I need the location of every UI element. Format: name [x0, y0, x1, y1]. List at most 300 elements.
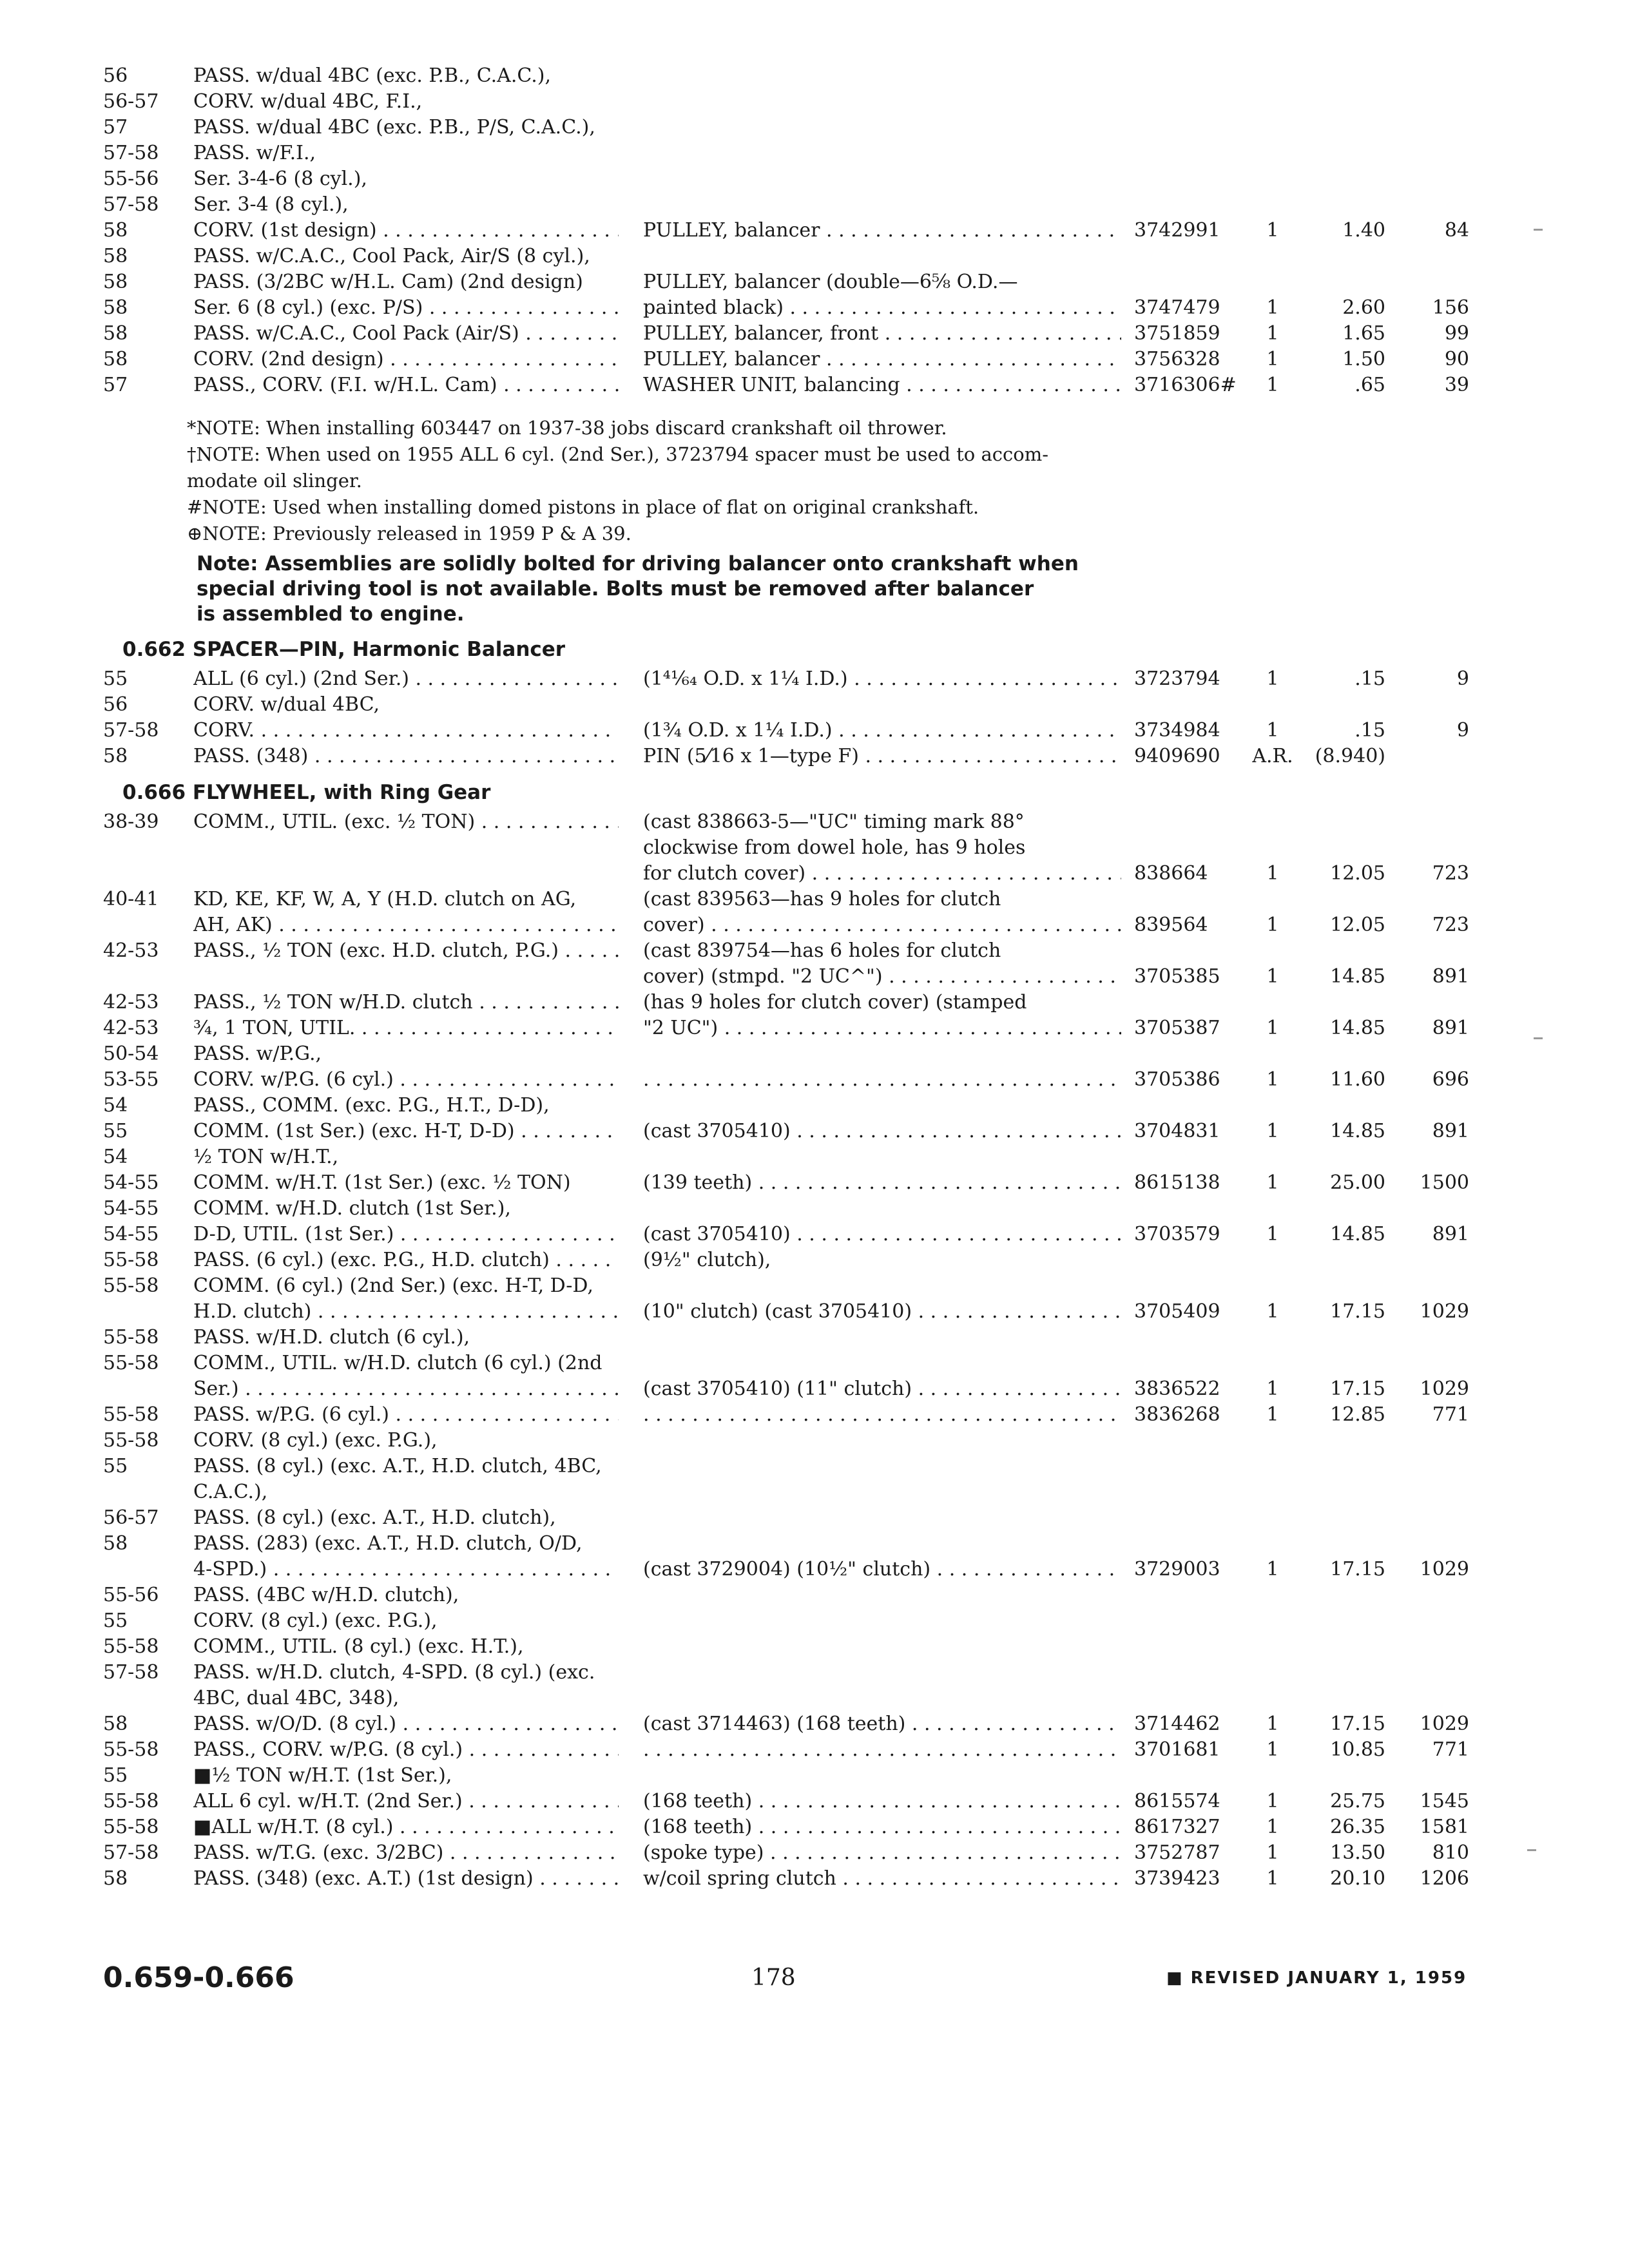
quantity: 1 [1266, 862, 1279, 885]
part-number: 3703579 [1134, 1223, 1220, 1245]
part-row [103, 1557, 1508, 1582]
year-range: 50-54 [103, 1043, 159, 1065]
quantity: 1 [1266, 1738, 1279, 1761]
description: "2 UC") . . . [643, 1015, 1121, 1041]
application: PASS., COMM. (exc. P.G., H.T., D-D), [193, 1094, 550, 1117]
part-row [103, 1170, 1508, 1196]
year-range: 53-55 [103, 1068, 159, 1091]
application: 4BC, dual 4BC, 348), [193, 1687, 400, 1709]
application: ¾, 1 TON, UTIL. . . . [193, 1015, 619, 1041]
list-price: 1029 [1420, 1558, 1469, 1581]
part-row [103, 1686, 1508, 1711]
year-range: 57 [103, 116, 128, 139]
part-row [103, 63, 1508, 89]
application: PASS. (4BC w/H.D. clutch), [193, 1584, 459, 1606]
year-range: 58 [103, 245, 128, 267]
year-range: 55-58 [103, 1790, 159, 1812]
application: COMM., UTIL. (8 cyl.) (exc. H.T.), [193, 1635, 524, 1658]
year-range: 54-55 [103, 1197, 159, 1220]
part-number: 8615574 [1134, 1790, 1220, 1812]
price: 17.15 [1330, 1378, 1385, 1400]
description: cover) . . . [643, 912, 1121, 938]
part-number: 3742991 [1134, 219, 1220, 242]
list-price: 891 [1432, 1223, 1469, 1245]
part-row [103, 115, 1508, 140]
year-range: 55 [103, 1455, 128, 1477]
application: ■½ TON w/H.T. (1st Ser.), [193, 1764, 452, 1787]
year-range: 54-55 [103, 1171, 159, 1194]
part-row [103, 321, 1508, 347]
application: PASS. w/P.G. (6 cyl.) . . . [193, 1402, 619, 1428]
part-number: 3704831 [1134, 1120, 1220, 1142]
part-row [103, 1093, 1508, 1119]
price: 14.85 [1330, 1223, 1385, 1245]
year-range: 55-58 [103, 1403, 159, 1426]
price: 17.15 [1330, 1713, 1385, 1735]
part-row [103, 1144, 1508, 1170]
description: (cast 3705410) . . . [643, 1222, 1121, 1247]
application: PASS., ½ TON w/H.D. clutch . . . [193, 990, 619, 1015]
year-range: 58 [103, 1532, 128, 1555]
quantity: 1 [1266, 1223, 1279, 1245]
list-price: 9 [1456, 668, 1469, 690]
part-row [103, 269, 1508, 295]
part-row [103, 666, 1508, 692]
description [643, 1402, 1121, 1428]
year-range: 42-53 [103, 991, 159, 1014]
description: (1⁴¹⁄₆₄ O.D. x 1¼ I.D.) . . . [643, 666, 1121, 692]
description: (168 teeth) . . . [643, 1814, 1121, 1840]
part-number: 3705386 [1134, 1068, 1220, 1091]
part-row [103, 964, 1508, 990]
part-row [103, 1866, 1508, 1892]
part-row [103, 295, 1508, 321]
application: PASS. w/H.D. clutch (6 cyl.), [193, 1326, 470, 1349]
price: .65 [1354, 374, 1385, 396]
application: PASS. w/C.A.C., Cool Pack (Air/S) . . . [193, 321, 619, 347]
application: CORV. w/dual 4BC, [193, 693, 380, 716]
application: COMM., UTIL. (exc. ½ TON) . . . [193, 809, 619, 835]
price: 12.05 [1330, 914, 1385, 936]
section-range: 0.659-0.666 [103, 1961, 294, 1994]
list-price: 891 [1432, 1017, 1469, 1039]
quantity: 1 [1266, 965, 1279, 988]
part-row [103, 990, 1508, 1015]
note-line: #NOTE: Used when installing domed pistons in place of flat on original crankshaft. [187, 496, 979, 518]
quantity: 1 [1266, 1171, 1279, 1194]
price: 14.85 [1330, 1120, 1385, 1142]
price: 14.85 [1330, 965, 1385, 988]
part-number: 838664 [1134, 862, 1208, 885]
part-row [103, 718, 1508, 744]
part-number: 3705387 [1134, 1017, 1220, 1039]
part-number: 8615138 [1134, 1171, 1220, 1194]
bold-note-line: special driving tool is not available. Bolts must be removed after balancer [197, 577, 1034, 601]
list-price: 891 [1432, 965, 1469, 988]
list-price: 1029 [1420, 1378, 1469, 1400]
part-row [103, 861, 1508, 887]
page-number: 178 [751, 1965, 796, 1991]
part-row [103, 1273, 1508, 1299]
part-row [103, 1041, 1508, 1067]
part-row [103, 1119, 1508, 1144]
application: CORV. (8 cyl.) (exc. P.G.), [193, 1610, 438, 1632]
list-price: 696 [1432, 1068, 1469, 1091]
list-price: 1029 [1420, 1300, 1469, 1323]
part-row [103, 1479, 1508, 1505]
application: PASS., ½ TON (exc. H.D. clutch, P.G.) . . . [193, 938, 619, 964]
description: (cast 838663-5—"UC" timing mark 88° [643, 811, 1025, 833]
quantity: 1 [1266, 1790, 1279, 1812]
description [643, 1737, 1121, 1763]
part-row [103, 1350, 1508, 1376]
application: PASS., CORV. (F.I. w/H.L. Cam) . . . [193, 372, 619, 398]
list-price: 1029 [1420, 1713, 1469, 1735]
description: PULLEY, balancer (double—6⅝ O.D.— [643, 271, 1018, 293]
part-number: 3836268 [1134, 1403, 1220, 1426]
part-row [103, 1711, 1508, 1737]
year-range: 55 [103, 668, 128, 690]
price: 12.05 [1330, 862, 1385, 885]
part-row [103, 1299, 1508, 1325]
quantity: 1 [1266, 1017, 1279, 1039]
year-range: 55 [103, 1610, 128, 1632]
application: COMM. w/H.T. (1st Ser.) (exc. ½ TON) [193, 1171, 571, 1194]
year-range: 42-53 [103, 1017, 159, 1039]
description: cover) (stmpd. "2 UC^") . . . [643, 964, 1121, 990]
application: COMM., UTIL. w/H.D. clutch (6 cyl.) (2nd [193, 1352, 602, 1374]
part-row [103, 372, 1508, 398]
year-range: 55-58 [103, 1326, 159, 1349]
quantity: 1 [1266, 1068, 1279, 1091]
description: (cast 839754—has 6 holes for clutch [643, 939, 1001, 962]
price: 1.50 [1342, 348, 1385, 370]
quantity: 1 [1266, 219, 1279, 242]
description: PIN (5⁄16 x 1—type F) . . . [643, 744, 1121, 769]
part-row [103, 887, 1508, 912]
part-row [103, 912, 1508, 938]
application: KD, KE, KF, W, A, Y (H.D. clutch on AG, [193, 888, 577, 910]
quantity: 1 [1266, 914, 1279, 936]
application: Ser. 6 (8 cyl.) (exc. P/S) . . . [193, 295, 619, 321]
part-number: 8617327 [1134, 1816, 1220, 1838]
part-row [103, 692, 1508, 718]
application: CORV. w/dual 4BC, F.I., [193, 90, 423, 113]
part-number: 3747479 [1134, 296, 1220, 319]
list-price: 891 [1432, 1120, 1469, 1142]
part-row [103, 1531, 1508, 1557]
quantity: 1 [1266, 1403, 1279, 1426]
price: (8.940) [1315, 745, 1385, 767]
price: 25.00 [1330, 1171, 1385, 1194]
list-price: 723 [1432, 914, 1469, 936]
year-range: 57-58 [103, 193, 159, 216]
year-range: 57-58 [103, 142, 159, 164]
part-number: 9409690 [1134, 745, 1220, 767]
description: painted black) . . . [643, 295, 1121, 321]
application: PASS. (8 cyl.) (exc. A.T., H.D. clutch), [193, 1506, 556, 1529]
list-price: 1581 [1420, 1816, 1469, 1838]
quantity: 1 [1266, 1558, 1279, 1581]
part-row [103, 1196, 1508, 1222]
note-line: modate oil slinger. [187, 470, 362, 492]
description: WASHER UNIT, balancing . . . [643, 372, 1121, 398]
description: (10" clutch) (cast 3705410) . . . [643, 1299, 1121, 1325]
application: C.A.C.), [193, 1481, 268, 1503]
part-row [103, 1660, 1508, 1686]
part-row [103, 1608, 1508, 1634]
application: PASS., CORV. w/P.G. (8 cyl.) . . . [193, 1737, 619, 1763]
description: PULLEY, balancer . . . [643, 347, 1121, 372]
quantity: 1 [1266, 1816, 1279, 1838]
year-range: 58 [103, 1867, 128, 1890]
quantity: 1 [1266, 1378, 1279, 1400]
application: PASS. (6 cyl.) (exc. P.G., H.D. clutch) . . . [193, 1247, 619, 1273]
year-range: 38-39 [103, 811, 159, 833]
application: PASS. w/F.I., [193, 142, 316, 164]
year-range: 56 [103, 693, 128, 716]
part-row [103, 1582, 1508, 1608]
application: CORV. (2nd design) . . . [193, 347, 619, 372]
list-price: 90 [1444, 348, 1469, 370]
description: (cast 3729004) (10½" clutch) . . . [643, 1557, 1121, 1582]
year-range: 55-58 [103, 1816, 159, 1838]
description: PULLEY, balancer . . . [643, 218, 1121, 244]
part-row [103, 1505, 1508, 1531]
application: PASS. w/T.G. (exc. 3/2BC) . . . [193, 1840, 619, 1866]
quantity: 1 [1266, 668, 1279, 690]
application: COMM. w/H.D. clutch (1st Ser.), [193, 1197, 511, 1220]
year-range: 57-58 [103, 1661, 159, 1684]
description: (139 teeth) . . . [643, 1170, 1121, 1196]
price: 13.50 [1330, 1841, 1385, 1864]
part-number: 3734984 [1134, 719, 1220, 742]
description: PULLEY, balancer, front . . . [643, 321, 1121, 347]
list-price: 84 [1444, 219, 1469, 242]
year-range: 56-57 [103, 90, 159, 113]
description: (cast 3705410) . . . [643, 1119, 1121, 1144]
price: 12.85 [1330, 1403, 1385, 1426]
year-range: 56 [103, 64, 128, 87]
margin-mark [1534, 229, 1543, 231]
description: (1¾ O.D. x 1¼ I.D.) . . . [643, 718, 1121, 744]
part-row [103, 244, 1508, 269]
part-number: 3716306# [1134, 374, 1237, 396]
part-number: 3756328 [1134, 348, 1220, 370]
part-row [103, 1454, 1508, 1479]
quantity: 1 [1266, 1867, 1279, 1890]
application: D-D, UTIL. (1st Ser.) . . . [193, 1222, 619, 1247]
price: 10.85 [1330, 1738, 1385, 1761]
price: 14.85 [1330, 1017, 1385, 1039]
price: 17.15 [1330, 1558, 1385, 1581]
part-number: 3714462 [1134, 1713, 1220, 1735]
year-range: 42-53 [103, 939, 159, 962]
application: COMM. (6 cyl.) (2nd Ser.) (exc. H-T, D-D, [193, 1274, 593, 1297]
year-range: 57 [103, 374, 128, 396]
year-range: 58 [103, 348, 128, 370]
list-price: 99 [1444, 322, 1469, 345]
application: PASS. (283) (exc. A.T., H.D. clutch, O/D, [193, 1532, 583, 1555]
part-number: 3739423 [1134, 1867, 1220, 1890]
year-range: 58 [103, 1713, 128, 1735]
part-row [103, 744, 1508, 769]
year-range: 58 [103, 296, 128, 319]
part-number: 3752787 [1134, 1841, 1220, 1864]
application: PASS. (348) (exc. A.T.) (1st design) . . . [193, 1866, 619, 1892]
margin-mark [1534, 1037, 1543, 1039]
price: 1.65 [1342, 322, 1385, 345]
note-line: *NOTE: When installing 603447 on 1937-38 jobs discard crankshaft oil thrower. [187, 417, 947, 439]
description: (9½" clutch), [643, 1249, 771, 1271]
year-range: 55-58 [103, 1738, 159, 1761]
list-price: 1545 [1420, 1790, 1469, 1812]
application: PASS. w/dual 4BC (exc. P.B., C.A.C.), [193, 64, 552, 87]
part-number: 3701681 [1134, 1738, 1220, 1761]
part-row [103, 1015, 1508, 1041]
description: w/coil spring clutch . . . [643, 1866, 1121, 1892]
application: PASS. w/H.D. clutch, 4-SPD. (8 cyl.) (exc. [193, 1661, 595, 1684]
description [643, 1067, 1121, 1093]
part-number: 3705409 [1134, 1300, 1220, 1323]
application: 4-SPD.) . . . [193, 1557, 619, 1582]
year-range: 55 [103, 1764, 128, 1787]
list-price: 1206 [1420, 1867, 1469, 1890]
year-range: 55-56 [103, 1584, 159, 1606]
bold-note-line: Note: Assemblies are solidly bolted for driving balancer onto crankshaft when [197, 552, 1079, 575]
application: CORV. w/P.G. (6 cyl.) . . . [193, 1067, 619, 1093]
price: 2.60 [1342, 296, 1385, 319]
year-range: 58 [103, 322, 128, 345]
part-row [103, 1814, 1508, 1840]
year-range: 55-58 [103, 1429, 159, 1452]
part-number: 3723794 [1134, 668, 1220, 690]
application: ■ALL w/H.T. (8 cyl.) . . . [193, 1814, 619, 1840]
note-line: †NOTE: When used on 1955 ALL 6 cyl. (2nd Ser.), 3723794 spacer must be used to accom- [187, 443, 1048, 465]
description: (168 teeth) . . . [643, 1789, 1121, 1814]
description: (cast 839563—has 9 holes for clutch [643, 888, 1001, 910]
price: 20.10 [1330, 1867, 1385, 1890]
price: 17.15 [1330, 1300, 1385, 1323]
application: PASS. w/O/D. (8 cyl.) . . . [193, 1711, 619, 1737]
part-row [103, 1222, 1508, 1247]
description: (spoke type) . . . [643, 1840, 1121, 1866]
part-row [103, 1789, 1508, 1814]
bold-note-line: is assembled to engine. [197, 602, 465, 626]
part-number: 3751859 [1134, 322, 1220, 345]
part-row [103, 1247, 1508, 1273]
part-row [103, 1402, 1508, 1428]
year-range: 55-58 [103, 1249, 159, 1271]
year-range: 40-41 [103, 888, 159, 910]
price: 1.40 [1342, 219, 1385, 242]
year-range: 55-58 [103, 1635, 159, 1658]
part-row [103, 218, 1508, 244]
year-range: 57-58 [103, 719, 159, 742]
application: PASS. w/dual 4BC (exc. P.B., P/S, C.A.C.), [193, 116, 595, 139]
part-row [103, 1634, 1508, 1660]
quantity: 1 [1266, 1120, 1279, 1142]
list-price: 771 [1432, 1403, 1469, 1426]
quantity: 1 [1266, 1713, 1279, 1735]
section-header-spacer-pin: 0.662 SPACER—PIN, Harmonic Balancer [122, 638, 566, 661]
quantity: 1 [1266, 322, 1279, 345]
description: (cast 3705410) (11" clutch) . . . [643, 1376, 1121, 1402]
application: ½ TON w/H.T., [193, 1146, 339, 1168]
year-range: 54 [103, 1094, 128, 1117]
quantity: 1 [1266, 348, 1279, 370]
note-line: ⊕NOTE: Previously released in 1959 P & A 39. [187, 523, 631, 544]
part-row [103, 1840, 1508, 1866]
part-number: 839564 [1134, 914, 1208, 936]
list-price: 810 [1432, 1841, 1469, 1864]
part-row [103, 1737, 1508, 1763]
application: COMM. (1st Ser.) (exc. H-T, D-D) . . . [193, 1119, 619, 1144]
part-row [103, 938, 1508, 964]
section-header-flywheel: 0.666 FLYWHEEL, with Ring Gear [122, 781, 491, 804]
quantity: 1 [1266, 1841, 1279, 1864]
year-range: 56-57 [103, 1506, 159, 1529]
list-price: 9 [1456, 719, 1469, 742]
application: PASS. w/P.G., [193, 1043, 322, 1065]
part-row [103, 140, 1508, 166]
part-number: 3705385 [1134, 965, 1220, 988]
application: PASS. w/C.A.C., Cool Pack, Air/S (8 cyl.), [193, 245, 590, 267]
description: clockwise from dowel hole, has 9 holes [643, 836, 1026, 859]
application: ALL (6 cyl.) (2nd Ser.) . . . [193, 666, 619, 692]
year-range: 54 [103, 1146, 128, 1168]
part-row [103, 1763, 1508, 1789]
price: .15 [1354, 668, 1385, 690]
part-row [103, 1428, 1508, 1454]
description: (cast 3714463) (168 teeth) . . . [643, 1711, 1121, 1737]
part-row [103, 192, 1508, 218]
part-row [103, 809, 1508, 835]
application: Ser.) . . . [193, 1376, 619, 1402]
application: PASS. (348) . . . [193, 744, 619, 769]
year-range: 55 [103, 1120, 128, 1142]
price: 11.60 [1330, 1068, 1385, 1091]
price: 25.75 [1330, 1790, 1385, 1812]
application: PASS. (3/2BC w/H.L. Cam) (2nd design) [193, 271, 583, 293]
year-range: 58 [103, 271, 128, 293]
application: H.D. clutch) . . . [193, 1299, 619, 1325]
quantity: 1 [1266, 1300, 1279, 1323]
part-row [103, 166, 1508, 192]
description: (has 9 holes for clutch cover) (stamped [643, 991, 1027, 1014]
application: AH, AK) . . . [193, 912, 619, 938]
part-row [103, 1325, 1508, 1350]
year-range: 58 [103, 219, 128, 242]
description: for clutch cover) . . . [643, 861, 1121, 887]
application: CORV. (1st design) . . . [193, 218, 619, 244]
application: Ser. 3-4 (8 cyl.), [193, 193, 349, 216]
application: CORV. (8 cyl.) (exc. P.G.), [193, 1429, 438, 1452]
quantity: 1 [1266, 719, 1279, 742]
price: 26.35 [1330, 1816, 1385, 1838]
quantity: 1 [1266, 296, 1279, 319]
revised-date: ■ REVISED JANUARY 1, 1959 [1166, 1968, 1467, 1988]
application: ALL 6 cyl. w/H.T. (2nd Ser.) . . . [193, 1789, 619, 1814]
part-row [103, 1376, 1508, 1402]
year-range: 55-58 [103, 1352, 159, 1374]
application: PASS. (8 cyl.) (exc. A.T., H.D. clutch, 4BC, [193, 1455, 602, 1477]
year-range: 57-58 [103, 1841, 159, 1864]
list-price: 39 [1444, 374, 1469, 396]
quantity: A.R. [1252, 745, 1293, 767]
part-row [103, 835, 1508, 861]
part-row [103, 347, 1508, 372]
